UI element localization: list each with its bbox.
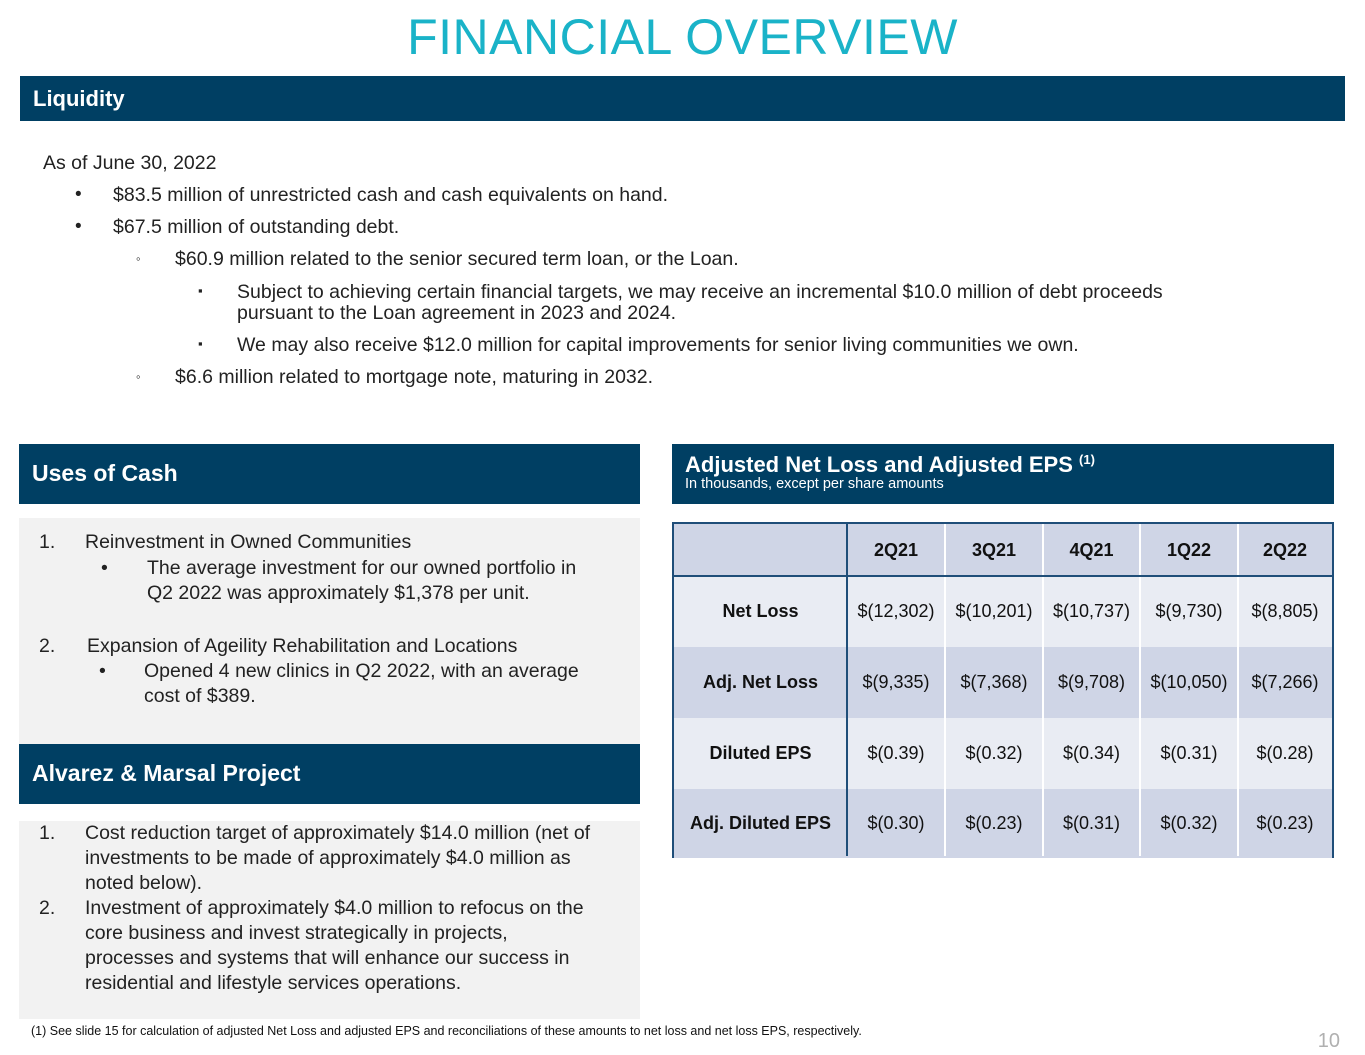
eps-header — [672, 444, 1334, 504]
list-item: Investment of approximately $4.0 million to refocus on the — [85, 897, 584, 919]
footnote: (1) See slide 15 for calculation of adjusted Net Loss and adjusted EPS and reconciliations of these amounts to net loss and net loss EPS, respectively. — [31, 1024, 862, 1038]
list-item: noted below). — [85, 872, 203, 894]
table-cell: $(12,302) — [847, 576, 945, 647]
table-cell: $(10,737) — [1043, 576, 1140, 647]
table-cell: $(0.31) — [1043, 789, 1140, 858]
table-cell: $(9,730) — [1140, 576, 1238, 647]
page-title: FINANCIAL OVERVIEW — [407, 9, 958, 65]
page-number: 10 — [1317, 1030, 1340, 1052]
mortgage-line: $6.6 million related to mortgage note, maturing in 2032. — [175, 366, 654, 388]
uses-of-cash-header: Uses of Cash — [19, 444, 640, 504]
list-item: Cost reduction target of approximately $14.0 million (net of — [85, 822, 591, 844]
column-header: 3Q21 — [945, 524, 1043, 576]
table-cell: $(0.31) — [1140, 718, 1238, 789]
bullet-icon: • — [99, 660, 106, 682]
bullet-icon: • — [75, 216, 82, 237]
list-item: Expansion of Ageility Rehabilitation and Locations — [87, 635, 518, 657]
capital-line: We may also receive $12.0 million for capital improvements for senior living communities we own. — [237, 334, 1079, 356]
table-cell: $(0.28) — [1238, 718, 1332, 789]
table-cell: $(10,201) — [945, 576, 1043, 647]
list-item: investments to be made of approximately $4.0 million as — [85, 847, 571, 869]
table-cell: $(9,335) — [847, 647, 945, 718]
targets-line-2: pursuant to the Loan agreement in 2023 and 2024. — [237, 302, 677, 324]
header-divider — [674, 575, 1332, 577]
circle-bullet-icon: ◦ — [136, 251, 141, 266]
list-number: 1. — [39, 531, 56, 553]
eps-title — [685, 452, 1334, 478]
as-of-date: As of June 30, 2022 — [43, 152, 217, 174]
table-cell: $(0.32) — [945, 718, 1043, 789]
eps-subtitle: In thousands, except per share amounts — [685, 476, 944, 492]
row-label: Diluted EPS — [674, 718, 847, 789]
list-sub-item: Q2 2022 was approximately $1,378 per unit. — [147, 582, 530, 604]
alvarez-marsal-panel — [19, 821, 640, 1019]
column-divider — [1139, 524, 1141, 856]
column-header: 2Q21 — [847, 524, 945, 576]
table-cell: $(0.30) — [847, 789, 945, 858]
uses-of-cash-panel — [19, 518, 640, 744]
circle-bullet-icon: ◦ — [136, 369, 141, 384]
column-header: 4Q21 — [1043, 524, 1140, 576]
square-bullet-icon: ▪ — [198, 336, 203, 351]
list-item: Reinvestment in Owned Communities — [85, 531, 412, 553]
table-cell: $(0.34) — [1043, 718, 1140, 789]
eps-title-text: Adjusted Net Loss and Adjusted EPS — [685, 452, 1073, 477]
table-cell: $(7,266) — [1238, 647, 1332, 718]
table-cell: $(7,368) — [945, 647, 1043, 718]
row-label: Adj. Diluted EPS — [674, 789, 847, 858]
list-number: 2. — [39, 635, 56, 657]
table-cell: $(0.39) — [847, 718, 945, 789]
list-number: 2. — [39, 897, 56, 919]
cash-line: $83.5 million of unrestricted cash and cash equivalents on hand. — [113, 184, 669, 206]
column-header: 2Q22 — [1238, 524, 1332, 576]
list-item: core business and invest strategically in projects, — [85, 922, 508, 944]
liquidity-header: Liquidity — [20, 76, 1345, 121]
label-column-divider — [846, 524, 848, 856]
targets-line: Subject to achieving certain financial targets, we may receive an incremental $10.0 million of debt proceeds — [237, 281, 1163, 303]
footnote-ref: (1) — [1079, 452, 1095, 467]
table-cell: $(0.23) — [1238, 789, 1332, 858]
table-cell: $(9,708) — [1043, 647, 1140, 718]
column-divider — [944, 524, 946, 856]
bullet-icon: • — [75, 184, 82, 205]
table-cell: $(0.23) — [945, 789, 1043, 858]
bullet-icon: • — [101, 557, 108, 579]
row-label: Net Loss — [674, 576, 847, 647]
list-item: processes and systems that will enhance our success in — [85, 947, 570, 969]
column-divider — [1237, 524, 1239, 856]
debt-line: $67.5 million of outstanding debt. — [113, 216, 400, 238]
list-sub-item: cost of $389. — [144, 685, 256, 707]
row-label: Adj. Net Loss — [674, 647, 847, 718]
eps-table — [672, 522, 1334, 858]
table-cell: $(8,805) — [1238, 576, 1332, 647]
list-item: residential and lifestyle services operations. — [85, 972, 462, 994]
list-sub-item: The average investment for our owned portfolio in — [147, 557, 577, 579]
column-header: 1Q22 — [1140, 524, 1238, 576]
list-sub-item: Opened 4 new clinics in Q2 2022, with an average — [144, 660, 579, 682]
square-bullet-icon: ▪ — [198, 283, 203, 298]
table-corner-cell — [674, 524, 847, 576]
table-cell: $(10,050) — [1140, 647, 1238, 718]
list-number: 1. — [39, 822, 56, 844]
column-divider — [1042, 524, 1044, 856]
alvarez-marsal-header: Alvarez & Marsal Project — [19, 744, 640, 804]
table-cell: $(0.32) — [1140, 789, 1238, 858]
loan-line: $60.9 million related to the senior secured term loan, or the Loan. — [175, 248, 739, 270]
